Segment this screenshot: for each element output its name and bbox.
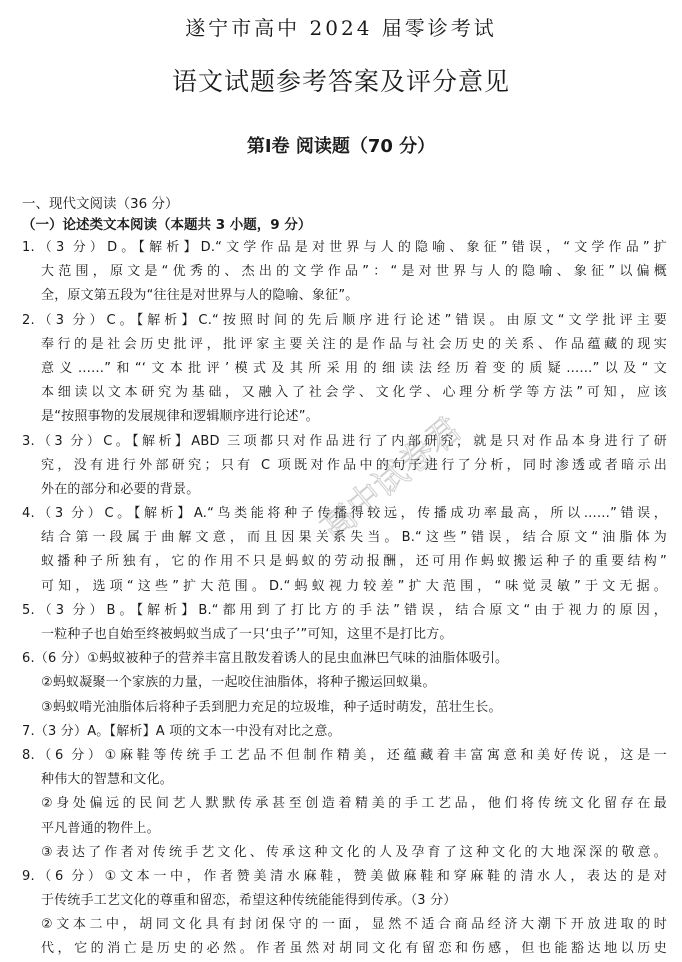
answer-line: 蚁播种子所独有，它的作用不只是蚂蚁的劳动报酬，还可用作蚂蚁搬运种子的重要结构” — [41, 554, 667, 570]
section-heading: 一、现代文阅读（36 分） — [22, 196, 179, 212]
watermark-text: 高中试卷君 — [313, 409, 470, 550]
answer-line: 是“按照事物的发展规律和逻辑顺序进行论述”。 — [41, 409, 319, 425]
answer-line: 大范围，原文是“优秀的、杰出的文学作品”：“是对世界与人的隐喻、象征”以偏概 — [41, 264, 667, 280]
answer-line: 5.（3 分）B。【解析】B.“都用到了打比方的手法”错误，结合原文“由于视力的原因， — [22, 602, 667, 618]
answer-line: 可知，选项“这些”扩大范围。D.“蚂蚁视力较差”扩大范围，“味觉灵敏”于文无据。 — [41, 578, 667, 594]
answer-line: 8.（6 分）①麻鞋等传统手工艺品不但制作精美，还蕴藏着丰富寓意和美好传说，这是一 — [22, 747, 667, 763]
answer-line: 意义……”和“‘文本批评’模式及其所采用的细读法经历着变的质疑……”以及“文 — [41, 360, 667, 376]
answer-line: 结合第一段属于曲解文意，而且因果关系失当。B.“这些”错误，结合原文“油脂体为 — [41, 530, 667, 546]
answer-line: 外在的部分和必要的背景。 — [41, 481, 200, 497]
answer-line: 3.（3 分）C。【解析】ABD 三项都只对作品进行了内部研究，就是只对作品本身进行了研 — [22, 433, 667, 449]
answer-line: 6.（6 分）①蚂蚁被种子的营养丰富且散发着诱人的昆虫血淋巴气味的油脂体吸引。 — [22, 651, 509, 667]
answer-line: 种伟大的智慧和文化。 — [41, 772, 174, 788]
answer-line: 4.（3 分）C。【解析】A.“鸟类能将种子传播得较远，传播成功率最高，所以……”错误， — [22, 506, 667, 522]
answer-line: ③表达了作者对传统手艺文化、传承这种文化的人及孕育了这种文化的大地深深的敬意。 — [41, 844, 667, 860]
exam-title: 遂宁市高中 2024 届零诊考试 — [185, 16, 497, 40]
part-title: 第Ⅰ卷 阅读题（70 分） — [246, 136, 436, 157]
answer-line: 奉行的是社会历史批评，批评家主要关注的是作品与社会历史的关系、作品蕴藏的现实 — [41, 336, 667, 352]
document-title: 语文试题参考答案及评分意见 — [171, 67, 510, 96]
answer-body — [22, 236, 667, 962]
answer-line: ②身处偏远的民间艺人默默传承甚至创造着精美的手工艺品，他们将传统文化留存在最 — [41, 796, 667, 812]
answer-line: 全，原文第五段为“往往是对世界与人的隐喻、象征”。 — [41, 288, 359, 304]
answer-line: 平凡普通的物件上。 — [41, 820, 160, 836]
answer-line: ③蚂蚁啃光油脂体后将种子丢到肥力充足的垃圾堆，种子适时萌发，茁壮生长。 — [41, 699, 502, 715]
answer-line: 究，没有进行外部研究；只有 C 项既对作品中的句子进行了分析，同时渗透或者暗示出 — [41, 457, 667, 473]
answer-line: ②蚂蚁凝聚一个家族的力量，一起咬住油脂体，将种子搬运回蚁巢。 — [41, 675, 436, 691]
answer-line: 2.（3 分）C。【解析】C.“按照时间的先后顺序进行论述”错误。由原文“文学批评主要 — [22, 312, 667, 328]
answer-line: 7.（3 分）A。【解析】A 项的文本一中没有对比之意。 — [22, 723, 341, 739]
answer-line: 一粒种子也自始至终被蚂蚁当成了一只‘虫子’”可知，这里不是打比方。 — [41, 627, 453, 642]
answer-line: 于传统手工艺文化的尊重和留恋，希望这种传统能能得到传承。（3 分） — [41, 893, 457, 909]
answer-line: 代，它的消亡是历史的必然。作者虽然对胡同文化有留恋和伤感，但也能豁达地以历史 — [41, 941, 667, 957]
section-subheading: （一）论述类文本阅读（本题共 3 小题，9 分） — [22, 217, 312, 233]
answer-line: 9.（6 分）①文本一中，作者赞美清水麻鞋，赞美做麻鞋和穿麻鞋的清水人，表达的是对 — [22, 868, 667, 884]
answer-line: 1.（3 分）D。【解析】D.“文学作品是对世界与人的隐喻、象征”错误，“文学作品”扩 — [22, 240, 667, 255]
answer-line: 本细读以文本研究为基础，又融入了社会学、文化学、心理分析学等方法”可知，应该 — [41, 385, 667, 401]
answer-line: ②文本二中，胡同文化具有封闭保守的一面，显然不适合商品经济大潮下开放进取的时 — [41, 917, 667, 933]
